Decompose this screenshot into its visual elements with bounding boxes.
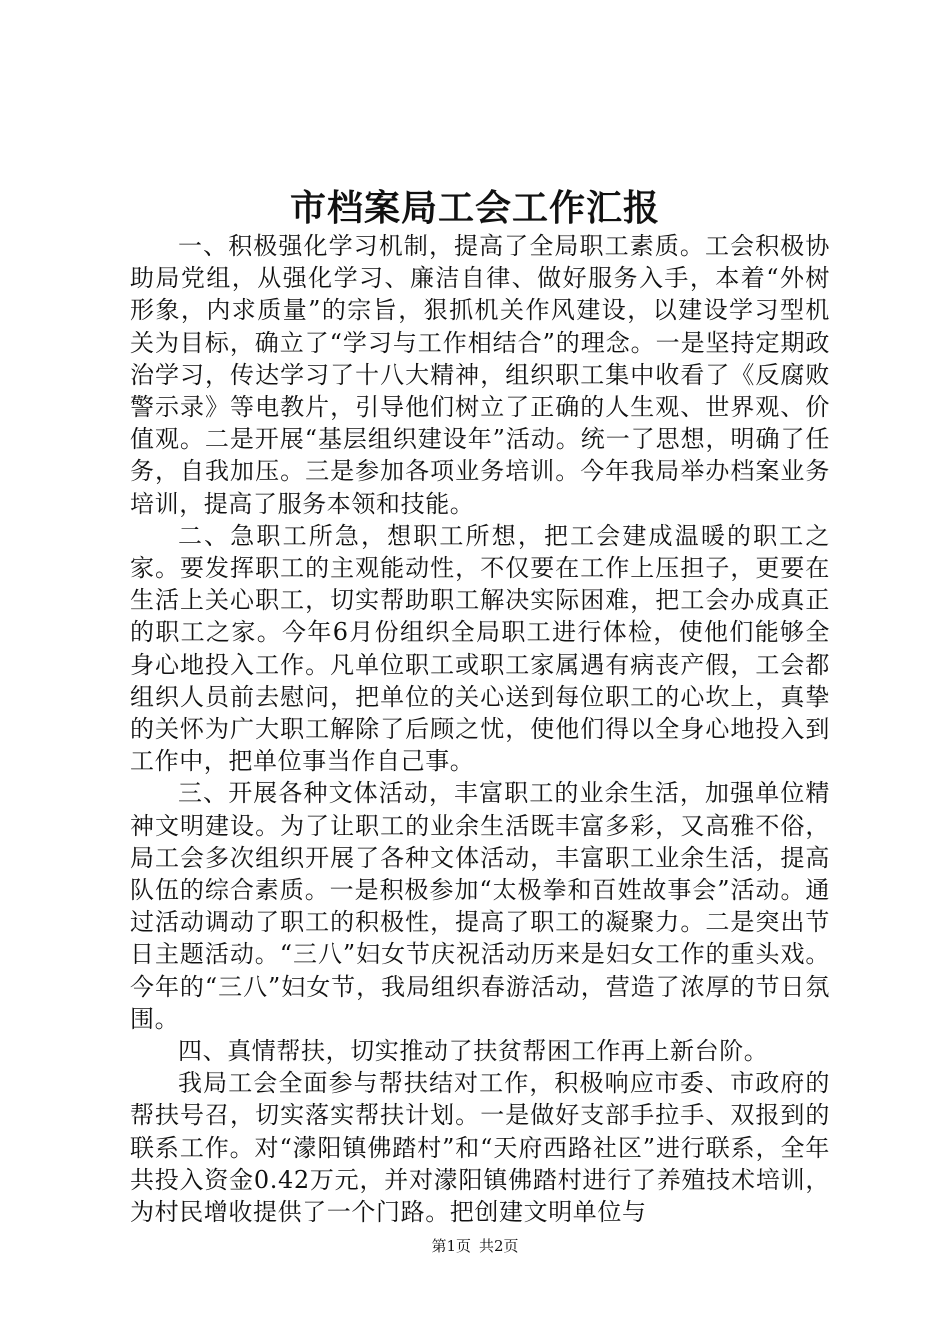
page-total: 共2页 — [479, 1237, 519, 1255]
page-footer — [0, 1236, 950, 1256]
page-number: 第1页 — [431, 1237, 471, 1255]
paragraph-3: 三、开展各种文体活动，丰富职工的业余生活，加强单位精神文明建设。为了让职工的业余生活既丰富多彩，又高雅不俗，局工会多次组织开展了各种文体活动，丰富职工业余生活，提高队伍的综合素质。一是积极参加“太极拳和百姓故事会”活动。通过活动调动了职工的积极性，提高了职工的凝聚力。二是突出节日主题活动。“三八”妇女节庆祝活动历来是妇女工作的重头戏。今年的“三八”妇女节，我局组织春游活动，营造了浓厚的节日氛围。 — [130, 779, 830, 1033]
document-body — [130, 230, 830, 1228]
paragraph-1: 一、积极强化学习机制，提高了全局职工素质。工会积极协助局党组，从强化学习、廉洁自律、做好服务入手，本着“外树形象，内求质量”的宗旨，狠抓机关作风建设，以建设学习型机关为目标，确立了“学习与工作相结合”的理念。一是坚持定期政治学习，传达学习了十八大精神，组织职工集中收看了《反腐败警示录》等电教片，引导他们树立了正确的人生观、世界观、价值观。二是开展“基层组织建设年”活动。统一了思想，明确了任务，自我加压。三是参加各项业务培训。今年我局举办档案业务培训，提高了服务本领和技能。 — [130, 232, 830, 518]
paragraph-2: 二、急职工所急，想职工所想，把工会建成温暖的职工之家。要发挥职工的主观能动性，不仅要在工作上压担子，更要在生活上关心职工，切实帮助职工解决实际困难，把工会办成真正的职工之家。今年6月份组织全局职工进行体检，使他们能够全身心地投入工作。凡单位职工或职工家属遇有病丧产假，工会都组织人员前去慰问，把单位的关心送到每位职工的心坎上，真挚的关怀为广大职工解除了后顾之忧，使他们得以全身心地投入到工作中，把单位事当作自己事。 — [130, 521, 830, 776]
paragraph-4: 四、真情帮扶，切实推动了扶贫帮困工作再上新台阶。 — [178, 1037, 769, 1066]
paragraph-5: 我局工会全面参与帮扶结对工作，积极响应市委、市政府的帮扶号召，切实落实帮扶计划。一是做好支部手拉手、双报到的联系工作。对“濛阳镇佛踏村”和“天府西路社区”进行联系，全年共投入资金0.42万元，并对濛阳镇佛踏村进行了养殖技术培训，为村民增收提供了一个门路。把创建文明单位与 — [130, 1069, 830, 1227]
document-title: 市档案局工会工作汇报 — [289, 187, 660, 229]
